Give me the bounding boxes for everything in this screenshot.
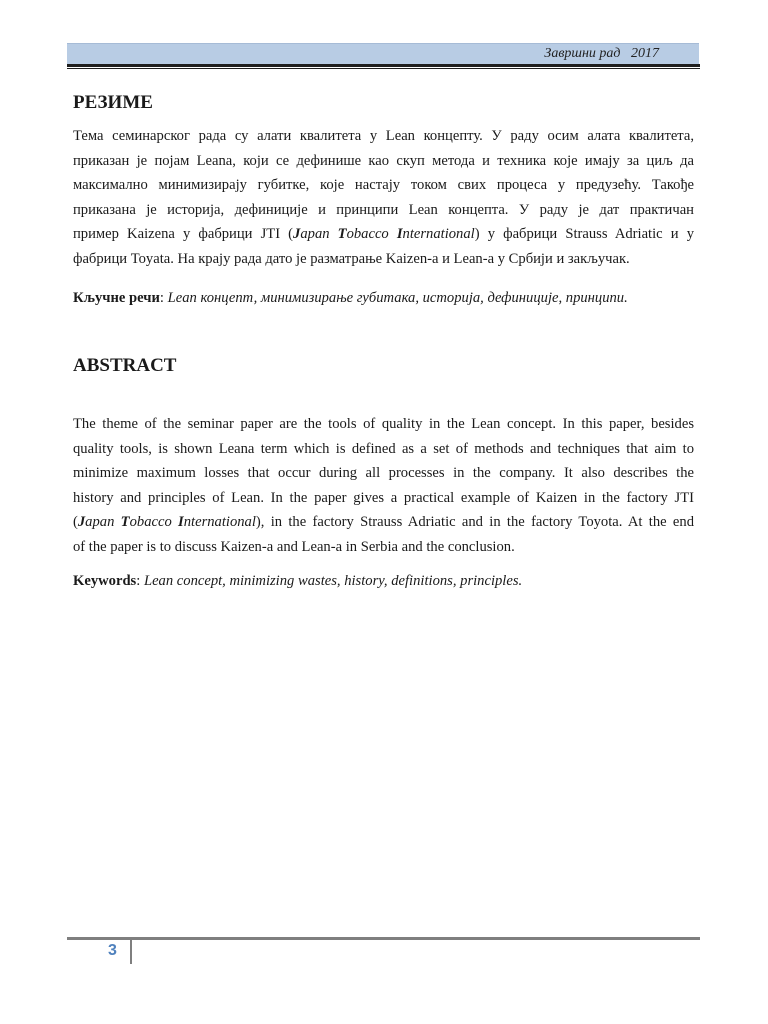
rezime-line: приказан је појам Leana, који се дефинише као скуп метода и техника које имају за циљ да (73, 152, 694, 169)
abstract-line: The theme of the seminar paper are the tools of quality in the Lean concept. In this paper, besides (73, 416, 694, 432)
abstract-line (73, 510, 694, 535)
rezime-keywords (73, 290, 694, 307)
header-year: 2017 (631, 46, 659, 61)
abstract-line: history and principles of Lean. In the paper gives a practical example of Kaizen in the factory JTI (73, 489, 694, 506)
rezime-line: максимално минимизирају губитке, које настају током свих процеса у предузећу. Такође (73, 177, 694, 194)
text-run: apan (300, 226, 338, 243)
abstract-line: minimize maximum losses that occur during all processes in the company. It also describes the (73, 465, 694, 482)
footer-rule (67, 937, 700, 940)
keywords-label: Кључне речи (73, 290, 160, 306)
keywords-label: Keywords (73, 573, 137, 589)
abstract-paragraph (73, 412, 694, 560)
header-bar (67, 43, 699, 64)
keywords-text: Lean concept, minimizing wastes, history, definitions, principles. (143, 573, 523, 589)
text-run: nternational (402, 226, 475, 243)
text-run: apan (85, 514, 121, 531)
rezime-line: приказана је историја, дефиниције и принципи Lean концепта. У раду је дат практичан (73, 201, 694, 218)
rezime-paragraph (73, 124, 694, 272)
keywords-sep: : (136, 573, 144, 589)
keywords-text: Lean концепт, минимизирање губитака, историја, дефиниције, принципи. (167, 290, 628, 306)
header-rule-thin (67, 68, 700, 69)
header-rule (67, 64, 700, 67)
abstract-keywords (73, 573, 694, 590)
text-run: T (337, 226, 347, 243)
page-number: 3 (108, 942, 117, 959)
running-title: Завршни рад (544, 46, 621, 61)
text-run: J (77, 514, 86, 531)
text-run: nternational (183, 514, 256, 531)
text-run: I (178, 514, 184, 531)
text-run: I (396, 226, 403, 243)
text-run: obacco (129, 514, 179, 531)
abstract-line: quality tools, is shown Leana term which is defined as a set of methods and techniques that aim to (73, 440, 694, 457)
rezime-line: Тема семинарског рада су алати квалитета у Lean концепту. У раду осим алата квалитета, (73, 128, 694, 144)
rezime-title: РЕЗИМЕ (73, 92, 153, 113)
text-run: J (293, 226, 301, 243)
text-run: T (120, 514, 130, 531)
text-run: obacco (346, 226, 397, 243)
rezime-line (73, 222, 694, 247)
text-run: пример Kaizena у фабрици JTI ( (73, 226, 294, 243)
text-run: ( (73, 514, 78, 531)
text-run: ) у фабрици Strauss Adriatic и у (474, 226, 694, 243)
text-run: ), in the factory Strauss Adriatic and in the factory Toyota. At the end (255, 514, 694, 531)
keywords-sep: : (159, 290, 168, 306)
abstract-line: of the paper is to discuss Kaizen-a and Lean-a in Serbia and the conclusion. (73, 538, 515, 555)
rezime-line: фабрици Toyata. На крају рада дато је разматрање Kaizen-a и Lean-a у Србији и закључак. (73, 250, 630, 267)
footer-divider (130, 940, 132, 964)
running-header (544, 44, 659, 64)
abstract-title: ABSTRACT (73, 355, 177, 376)
